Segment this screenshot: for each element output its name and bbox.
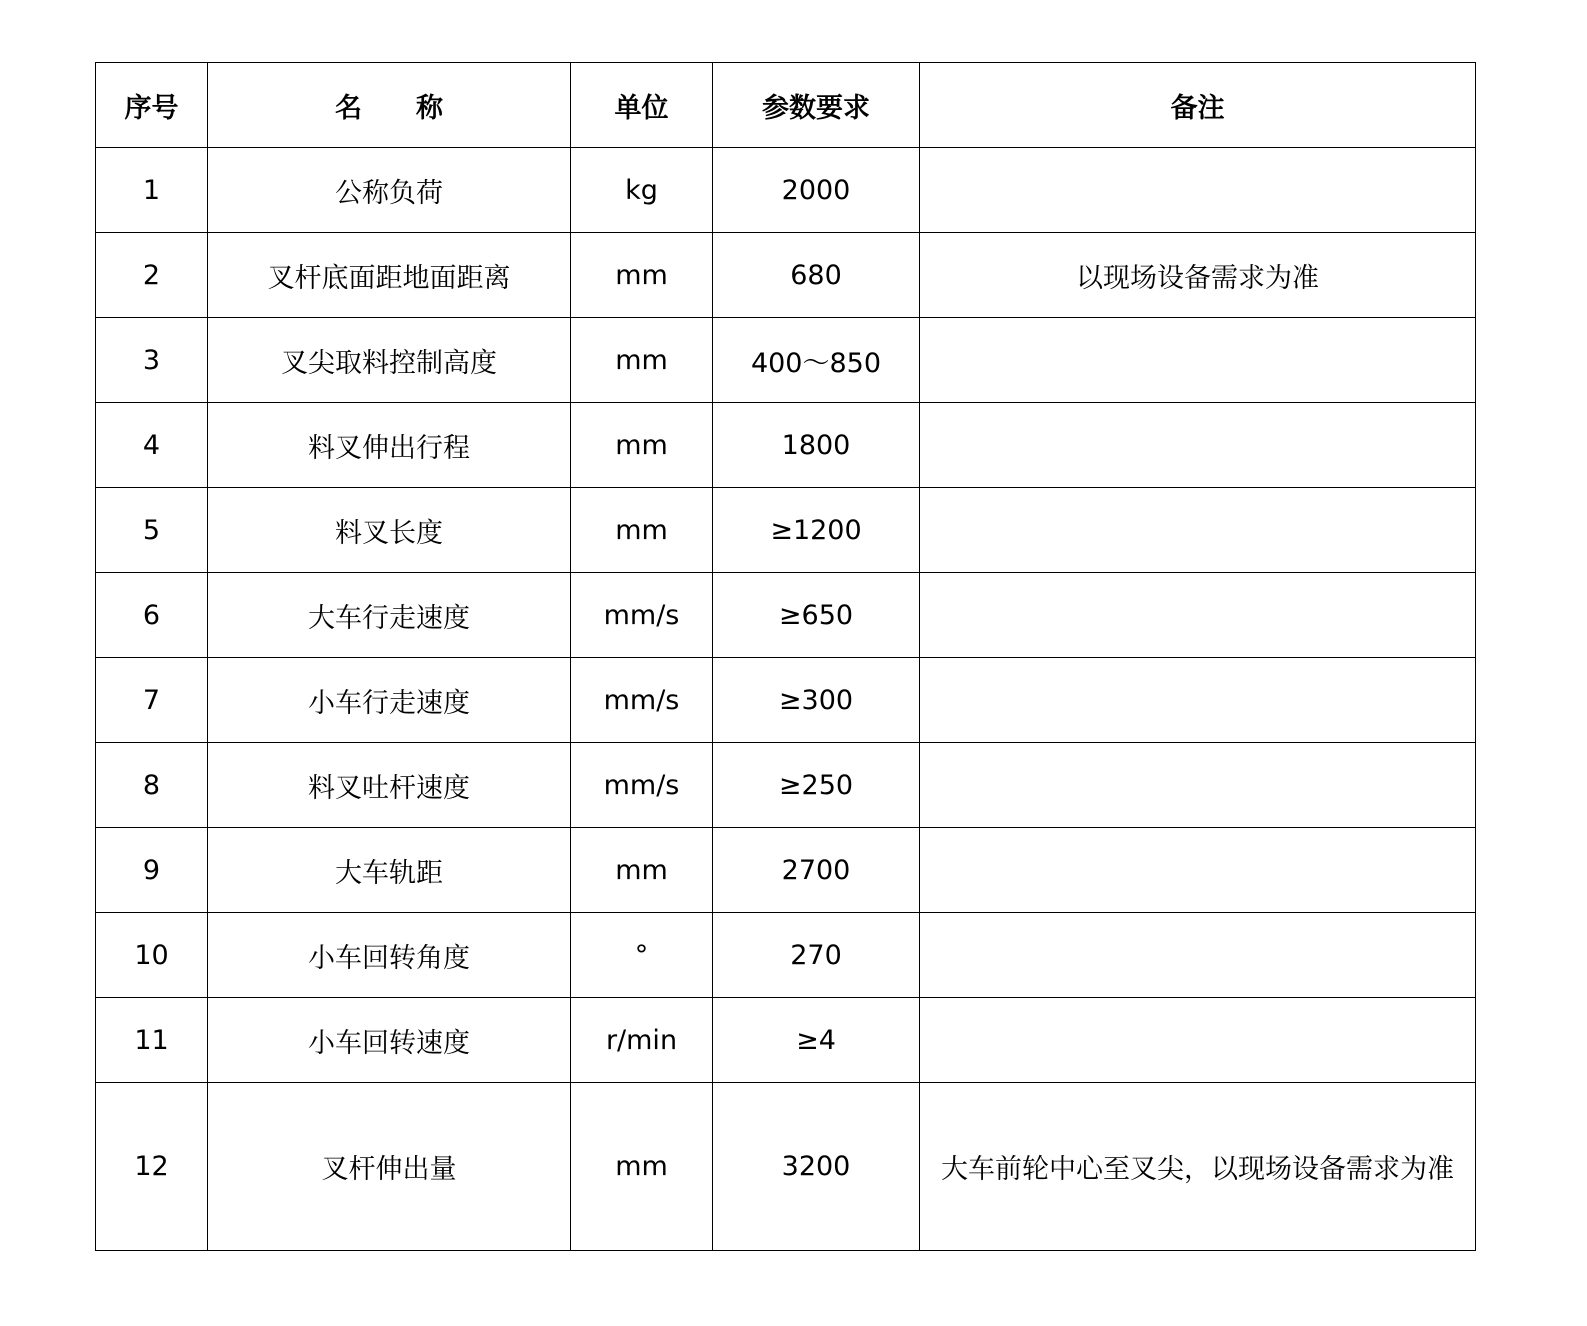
cell-no: 1 (96, 148, 208, 233)
cell-param: 3200 (713, 1083, 920, 1251)
cell-unit: kg (571, 148, 713, 233)
cell-remark (920, 318, 1476, 403)
cell-unit: mm (571, 488, 713, 573)
table-row (96, 488, 1476, 573)
header-param: 参数要求 (713, 63, 920, 148)
cell-no: 11 (96, 998, 208, 1083)
cell-remark (920, 828, 1476, 913)
cell-remark (920, 488, 1476, 573)
cell-name: 大车轨距 (208, 828, 571, 913)
cell-unit: mm (571, 1083, 713, 1251)
cell-param: ≥250 (713, 743, 920, 828)
table-row (96, 828, 1476, 913)
cell-remark (920, 658, 1476, 743)
cell-unit: mm (571, 828, 713, 913)
cell-param: ≥650 (713, 573, 920, 658)
cell-name: 叉杆底面距地面距离 (208, 233, 571, 318)
cell-name: 公称负荷 (208, 148, 571, 233)
cell-name: 叉尖取料控制高度 (208, 318, 571, 403)
cell-no: 4 (96, 403, 208, 488)
table-row (96, 318, 1476, 403)
table-row (96, 148, 1476, 233)
cell-name: 料叉伸出行程 (208, 403, 571, 488)
cell-param: 400～850 (713, 318, 920, 403)
header-unit: 单位 (571, 63, 713, 148)
cell-param: 680 (713, 233, 920, 318)
header-name: 名 称 (208, 63, 571, 148)
cell-no: 2 (96, 233, 208, 318)
cell-name: 小车行走速度 (208, 658, 571, 743)
cell-param: ≥1200 (713, 488, 920, 573)
cell-name: 小车回转速度 (208, 998, 571, 1083)
cell-remark (920, 573, 1476, 658)
cell-unit: mm/s (571, 658, 713, 743)
cell-remark: 大车前轮中心至叉尖，以现场设备需求为准 (920, 1083, 1476, 1251)
cell-param: 2700 (713, 828, 920, 913)
cell-param: ≥4 (713, 998, 920, 1083)
cell-remark (920, 998, 1476, 1083)
table-row (96, 233, 1476, 318)
cell-remark: 以现场设备需求为准 (920, 233, 1476, 318)
spec-table (95, 62, 1476, 1251)
table-header-row (96, 63, 1476, 148)
cell-name: 料叉吐杆速度 (208, 743, 571, 828)
cell-unit: r/min (571, 998, 713, 1083)
cell-no: 6 (96, 573, 208, 658)
table-row (96, 743, 1476, 828)
cell-name: 大车行走速度 (208, 573, 571, 658)
table-row (96, 403, 1476, 488)
cell-no: 9 (96, 828, 208, 913)
table-row (96, 1083, 1476, 1251)
cell-no: 5 (96, 488, 208, 573)
cell-no: 10 (96, 913, 208, 998)
cell-no: 8 (96, 743, 208, 828)
cell-unit: mm/s (571, 573, 713, 658)
cell-unit: mm (571, 233, 713, 318)
cell-no: 12 (96, 1083, 208, 1251)
cell-remark (920, 148, 1476, 233)
cell-name: 小车回转角度 (208, 913, 571, 998)
table-row (96, 573, 1476, 658)
table-row (96, 913, 1476, 998)
cell-unit: ° (571, 913, 713, 998)
table-row (96, 998, 1476, 1083)
header-remark: 备注 (920, 63, 1476, 148)
cell-remark (920, 743, 1476, 828)
cell-remark (920, 403, 1476, 488)
cell-unit: mm (571, 403, 713, 488)
table-row (96, 658, 1476, 743)
cell-name: 料叉长度 (208, 488, 571, 573)
cell-no: 7 (96, 658, 208, 743)
cell-unit: mm/s (571, 743, 713, 828)
cell-no: 3 (96, 318, 208, 403)
header-no: 序号 (96, 63, 208, 148)
cell-param: 2000 (713, 148, 920, 233)
cell-param: 1800 (713, 403, 920, 488)
cell-param: ≥300 (713, 658, 920, 743)
cell-unit: mm (571, 318, 713, 403)
cell-param: 270 (713, 913, 920, 998)
cell-remark (920, 913, 1476, 998)
cell-name: 叉杆伸出量 (208, 1083, 571, 1251)
